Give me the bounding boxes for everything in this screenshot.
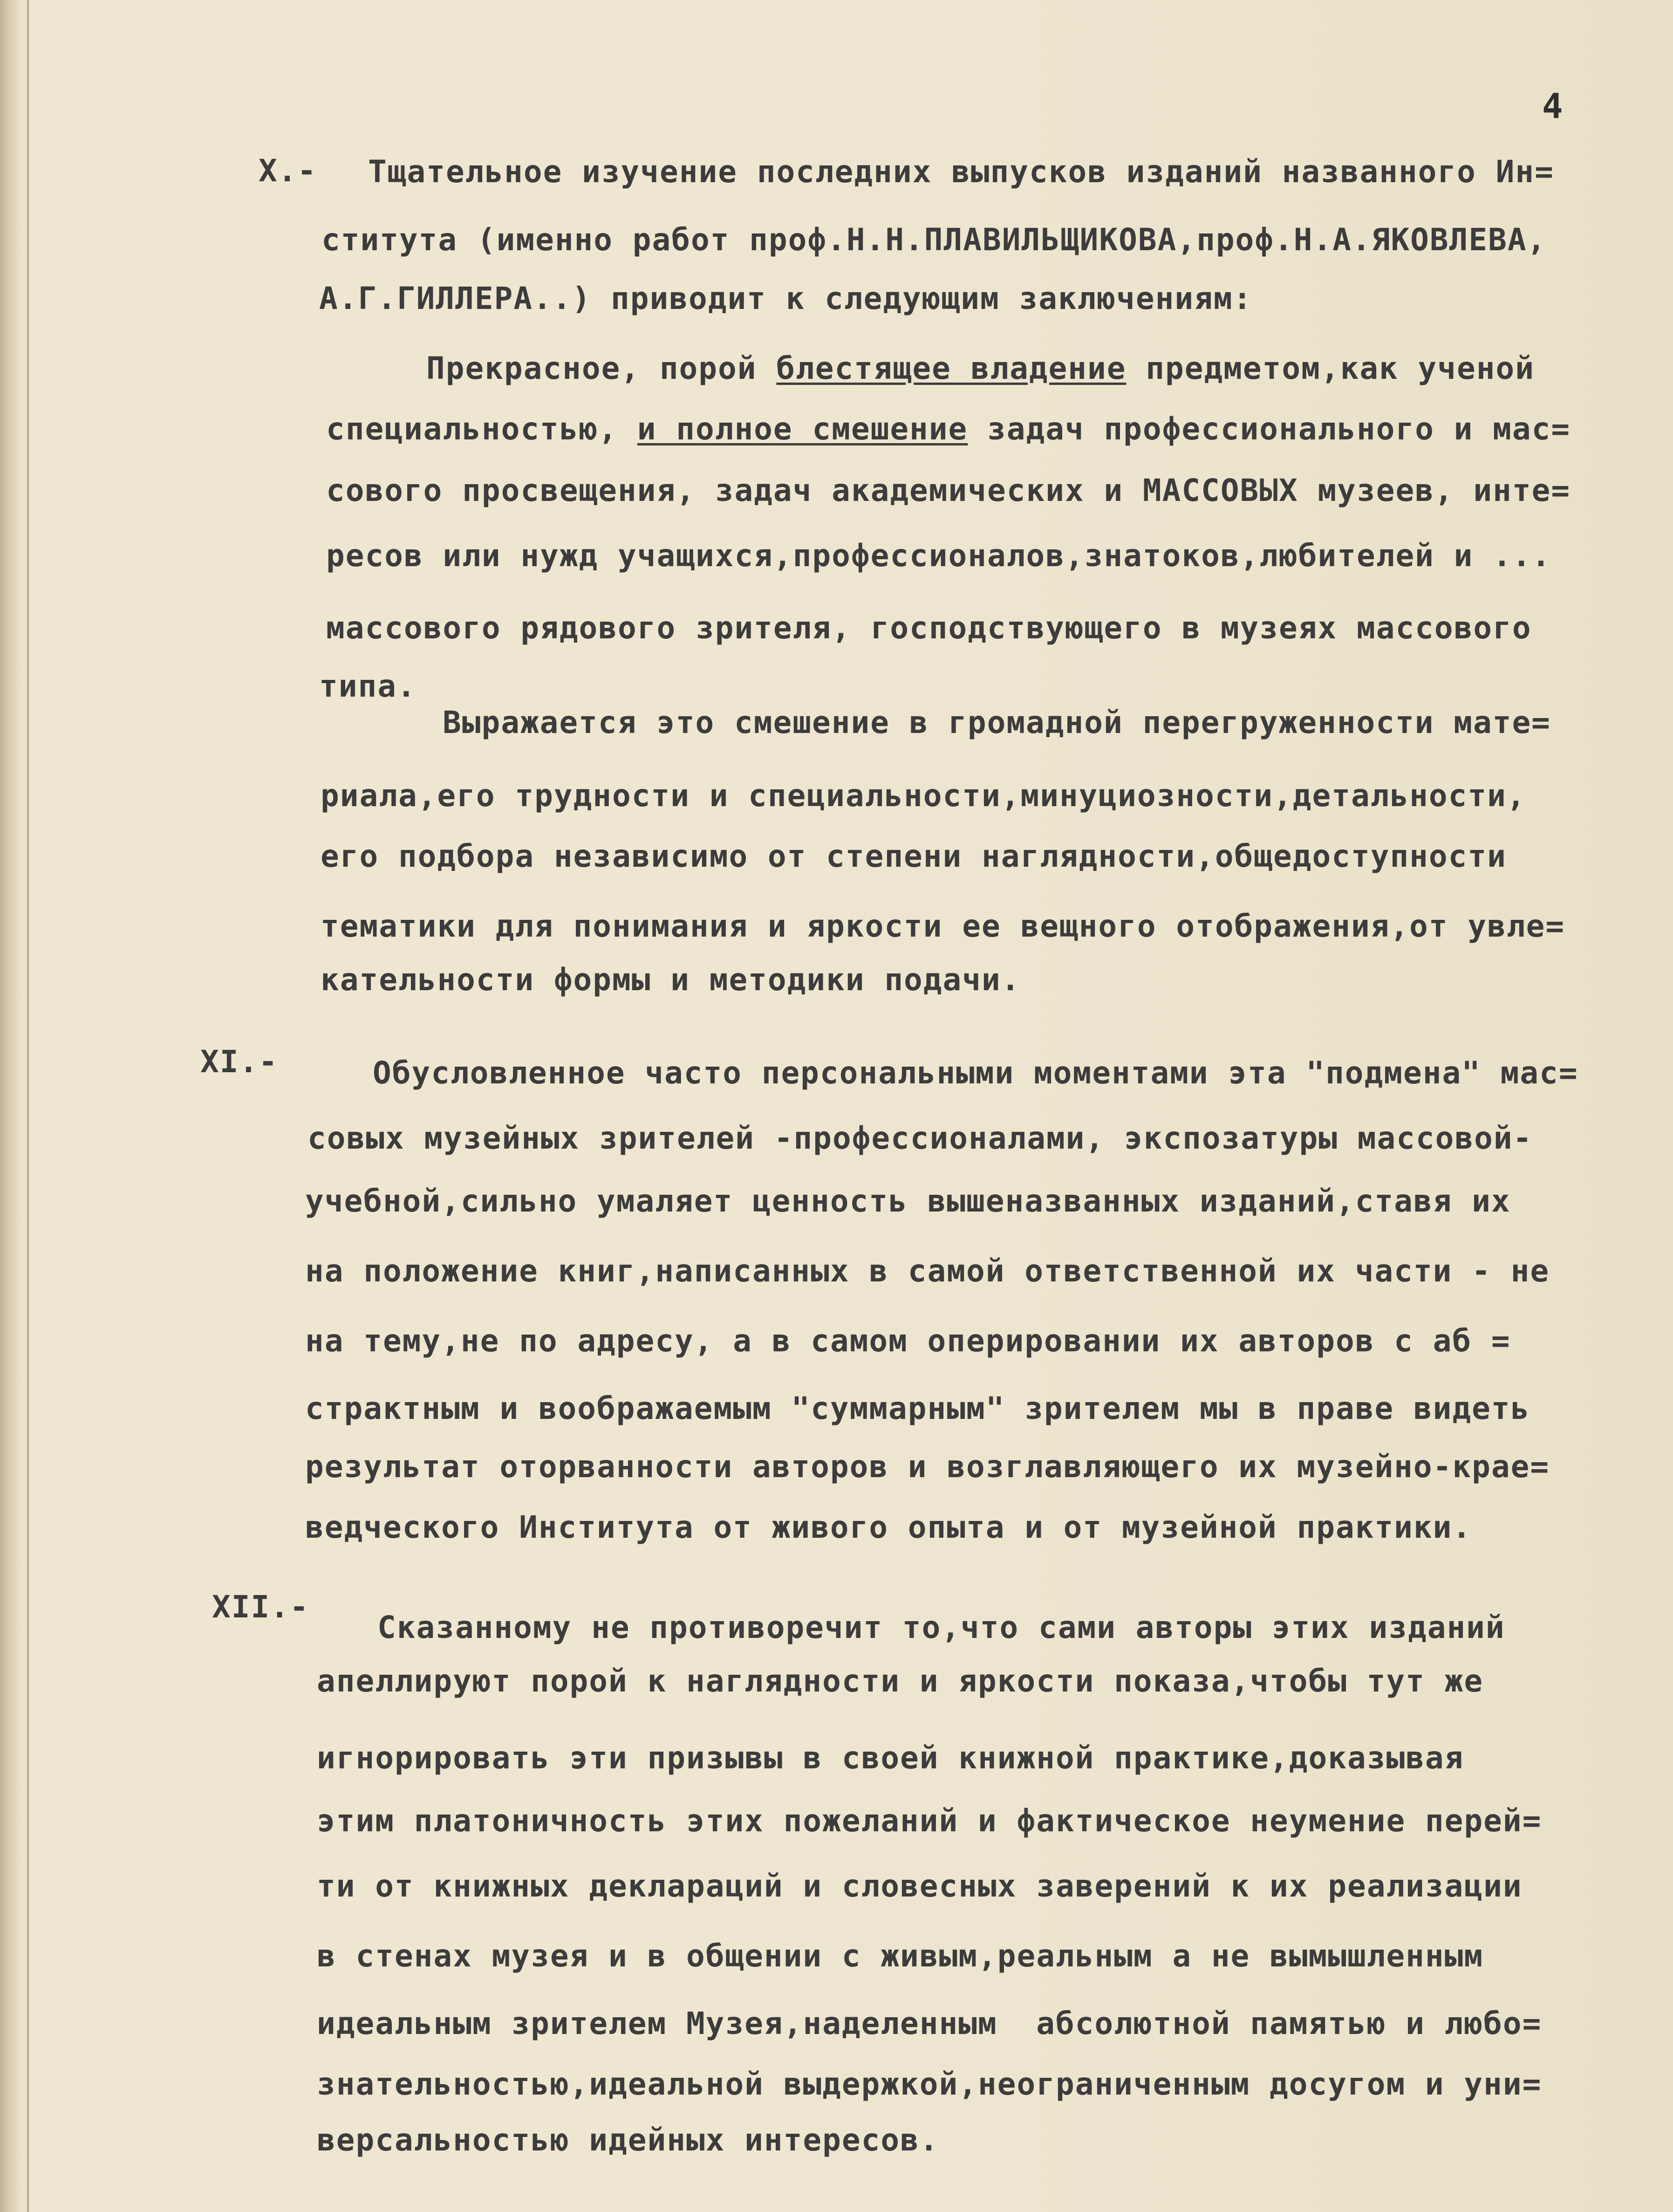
text-line: версальностью идейных интересов. [317,2122,939,2158]
text-line: результат оторванности авторов и возглавляющего их музейно-крае= [305,1449,1550,1485]
text-line: в стенах музея и в общении с живым,реальным а не вымышленным [317,1938,1484,1974]
underlined-phrase: и полное смешение [637,411,968,447]
text-line: знательностью,идеальной выдержкой,неограниченным досугом и уни= [317,2066,1542,2102]
text-line: массового рядового зрителя, господствующего в музеях массового [326,610,1532,646]
text-line: тематики для понимания и яркости ее вещного отображения,от увле= [321,908,1565,944]
underlined-phrase: блестящее владение [776,350,1127,386]
text-line: типа. [319,668,417,704]
text-line: сового просвещения, задач академических и МАССОВЫХ музеев, инте= [326,473,1571,508]
text-line: Тщательное изучение последних выпусков изданий названного Ин= [368,154,1554,190]
text-fragment: Прекрасное, порой [426,350,777,386]
text-line: совых музейных зрителей -профессионалами, экспозатуры массовой- [307,1120,1533,1156]
text-line: на тему,не по адресу, а в самом оперировании их авторов с аб = [305,1323,1511,1359]
text-line: страктным и воображаемым "суммарным" зрителем мы в праве видеть [305,1390,1530,1426]
text-line [426,350,1535,386]
text-fragment: предметом,как ученой [1126,350,1535,386]
page-number: 4 [1542,86,1563,126]
text-line: Обусловленное часто персональными моментами эта "подмена" мас= [373,1055,1578,1091]
text-line: ресов или нужд учащихся,профессионалов,знатоков,любителей и ... [326,538,1551,574]
binding-line [27,0,29,2212]
text-line: апеллируют порой к наглядности и яркости показа,чтобы тут же [317,1663,1484,1699]
text-line: Выражается это смешение в громадной перегруженности мате= [443,705,1551,740]
section-number: XII.- [212,1589,309,1625]
text-line: его подбора независимо от степени наглядности,общедоступности [321,838,1507,874]
text-line: на положение книг,написанных в самой ответственной их части - не [305,1253,1550,1289]
text-line: ведческого Института от живого опыта и от музейной практики. [305,1509,1472,1545]
section-number: X.- [259,153,317,189]
text-line [326,411,1571,447]
section-number: XI.- [200,1044,278,1080]
text-line: учебной,сильно умаляет ценность вышеназванных изданий,ставя их [305,1183,1511,1219]
text-line: игнорировать эти призывы в своей книжной практике,доказывая [317,1740,1464,1776]
binding-edge [0,0,19,2212]
text-line: кательности формы и методики подачи. [321,962,1021,998]
text-line: ти от книжных деклараций и словесных заверений к их реализации [317,1868,1523,1904]
text-line: этим платоничность этих пожеланий и фактическое неумение перей= [317,1803,1542,1839]
text-line: Сказанному не противоречит то,что сами авторы этих изданий [377,1609,1505,1645]
text-line: А.Г.ГИЛЛЕРА..) приводит к следующим заключениям: [319,281,1253,316]
text-fragment: задач профессионального и мас= [968,411,1571,447]
text-line: риала,его трудности и специальности,минуциозности,детальности, [321,778,1526,814]
text-fragment: специальностью, [326,411,637,447]
text-line: идеальным зрителем Музея,наделенным абсолютной памятью и любо= [317,2006,1542,2041]
text-line: ститута (именно работ проф.Н.Н.ПЛАВИЛЬЩИКОВА,проф.Н.А.ЯКОВЛЕВА, [321,222,1547,258]
